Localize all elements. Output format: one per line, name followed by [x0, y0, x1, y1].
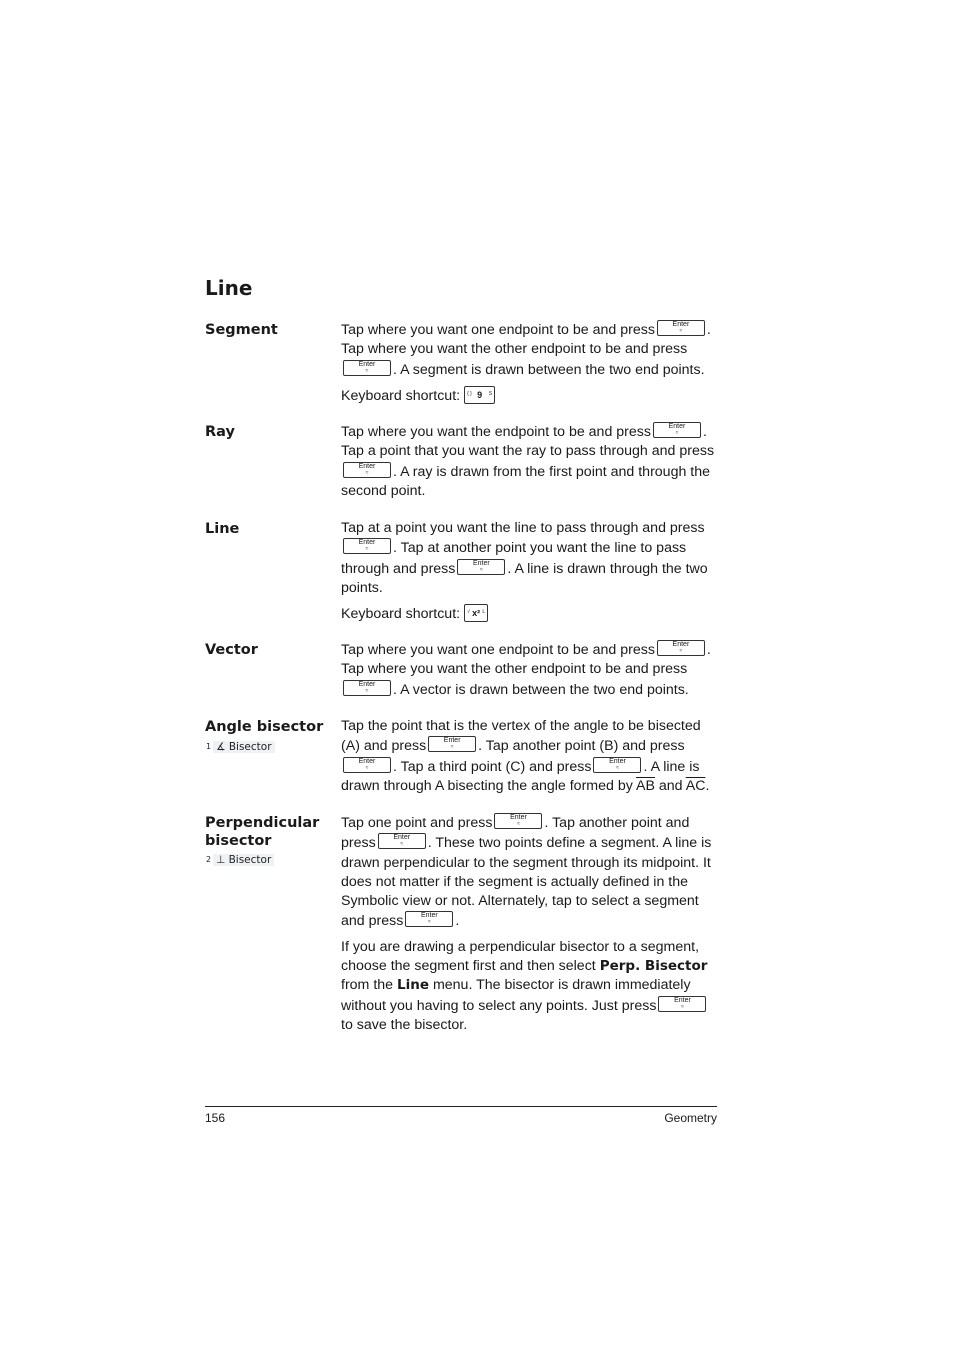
menu-hint-angle-bisector: 1 ∡ Bisector — [206, 741, 275, 753]
enter-key-icon: Enter ≈ — [428, 736, 476, 752]
term-segment: Segment — [205, 322, 278, 338]
enter-key-icon: Enter ≈ — [653, 422, 701, 438]
enter-key-icon: Enter ≈ — [658, 996, 706, 1012]
enter-key-icon: Enter ≈ — [343, 462, 391, 478]
chapter-name: Geometry — [664, 1111, 717, 1125]
enter-key-icon: Enter ≈ — [343, 680, 391, 696]
footer-rule — [205, 1106, 717, 1107]
section-title: Line — [205, 276, 253, 300]
menu-hint-perp-bisector: 2 ⊥ Bisector — [206, 854, 274, 866]
enter-key-icon: Enter ≈ — [378, 833, 426, 849]
desc-perp-bisector: Tap one point and press Enter ≈ . Tap another point and press Enter ≈ . These two points define a segment. A line is drawn perpendicular to the segment through its midpoint. It does not matter if the segment is actually defined in the Symbolic view or not. Alternately, tap to select a segment and press Enter ≈ . If you are drawing a perpendicular bisector to a segment, choose the segment first and then select Perp. Bisector from the Line menu. The bisector is drawn immediately without you having to select any points. Just press Enter ≈ to save the bisector. — [341, 814, 712, 1033]
enter-key-icon: Enter ≈ — [343, 360, 391, 376]
page-number: 156 — [205, 1111, 226, 1125]
shortcut-key-9-icon: 9 { } S — [464, 386, 495, 404]
enter-key-icon: Enter ≈ — [657, 640, 705, 656]
desc-line: Tap at a point you want the line to pass through and press Enter ≈ . Tap at another point you want the line to pass through and press Enter ≈ . A line is drawn through the two points. Keyboard shortcut: x² √ L — [341, 520, 708, 623]
enter-key-icon: Enter ≈ — [657, 320, 705, 336]
term-ray: Ray — [205, 424, 235, 440]
desc-angle-bisector: Tap the point that is the vertex of the angle to be bisected (A) and press Enter ≈ . Tap another point (B) and press Enter ≈ . Tap a third point (C) and press Enter ≈ . A line is drawn through A bisecting the angle formed by $\overline{AB}$ and $\overline{AC}$. — [341, 718, 710, 794]
enter-key-icon: Enter ≈ — [405, 911, 453, 927]
desc-ray: Tap where you want the endpoint to be and press Enter ≈ . Tap a point that you want the ray to pass through and press Enter ≈ . A ray is drawn from the first point and through the second point. — [341, 423, 715, 499]
enter-key-icon: Enter ≈ — [457, 559, 505, 575]
term-perpendicular-bisector: Perpendicular bisector — [205, 815, 320, 849]
shortcut-key-x-squared-icon: x² √ L — [464, 604, 488, 622]
enter-key-icon: Enter ≈ — [494, 813, 542, 829]
enter-key-icon: Enter ≈ — [593, 757, 641, 773]
term-line: Line — [205, 521, 240, 537]
term-angle-bisector: Angle bisector — [205, 719, 324, 735]
term-vector: Vector — [205, 642, 258, 658]
desc-segment: Tap where you want one endpoint to be and press Enter ≈ . Tap where you want the other endpoint to be and press Enter ≈ . A segment is drawn between the two end points. Keyboard shortcut: 9 { } S — [341, 321, 711, 404]
enter-key-icon: Enter ≈ — [343, 538, 391, 554]
enter-key-icon: Enter ≈ — [343, 757, 391, 773]
desc-vector: Tap where you want one endpoint to be and press Enter ≈ . Tap where you want the other endpoint to be and press Enter ≈ . A vector is drawn between the two end points. — [341, 641, 711, 698]
